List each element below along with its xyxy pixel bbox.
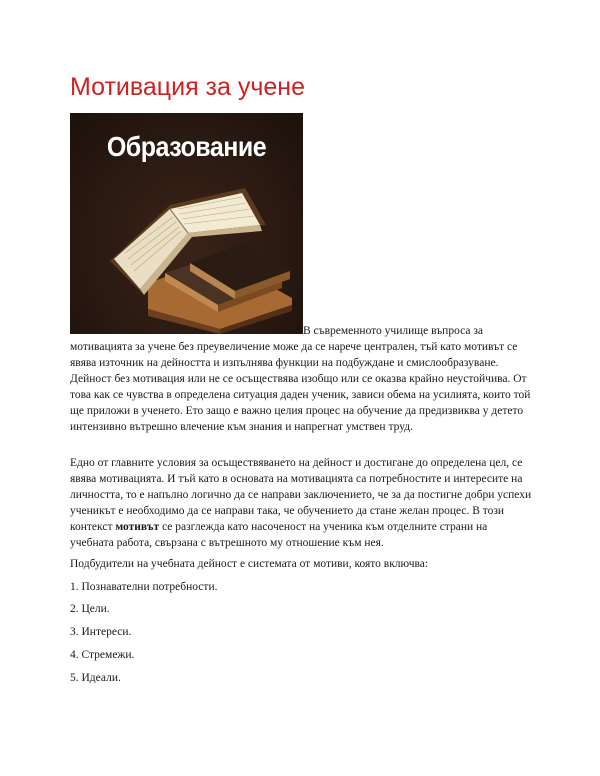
paragraph-intro — [70, 323, 532, 435]
paragraph-motivation-bold: мотивът — [115, 521, 160, 533]
paragraph-intro-text: В съвременното училище въпроса за мотивацията за учене без преувеличение може да се нарече централен, тъй като мотивът се явява източник на дейността и изпълнява функции на подбуждане и смислообразуване. Дейност без мотивация или не се осъществява изобщо или се оказва крайно неустойчива. От това как се чувства в определена ситуация даден ученик, зависи обема на усилията, които той ще приложи в ученето. Ето защо е важно целия процес на обучение да предизвиква у детето интензивно вътрешно влечение към знания и напрегнат умствен труд. — [70, 325, 531, 433]
education-image — [70, 113, 303, 334]
paragraph-motivation-text-1: Едно от главните условия за осъществяването на дейност и достигане до определена цел, се явява мотивацията. И тъй като в основата на мотивацията са потребностите и интересите на личността, то е напълно логично да се направи заключението, че за да постигне добри успехи ученикът е необходимо да се направи така, че обучението да стане желан процес. В този контекст — [70, 457, 532, 533]
page-title: Мотивация за учене — [70, 73, 305, 101]
list-item: 3. Интереси. — [70, 626, 132, 638]
image-caption: Образование — [106, 131, 267, 163]
list-item: 2. Цели. — [70, 603, 110, 615]
list-item: 4. Стремежи. — [70, 649, 135, 661]
paragraph-motivation — [70, 455, 532, 551]
list-item: 1. Познавателни потребности. — [70, 581, 218, 593]
paragraph-motivation-text-2: се разглежда като насоченост на ученика към отделните страни на учебната работа, свързана с вътрешното му отношение към нея. — [70, 521, 488, 549]
paragraph-system: Подбудители на учебната дейност е системата от мотиви, която включва: — [70, 558, 429, 570]
list-item: 5. Идеали. — [70, 672, 121, 684]
